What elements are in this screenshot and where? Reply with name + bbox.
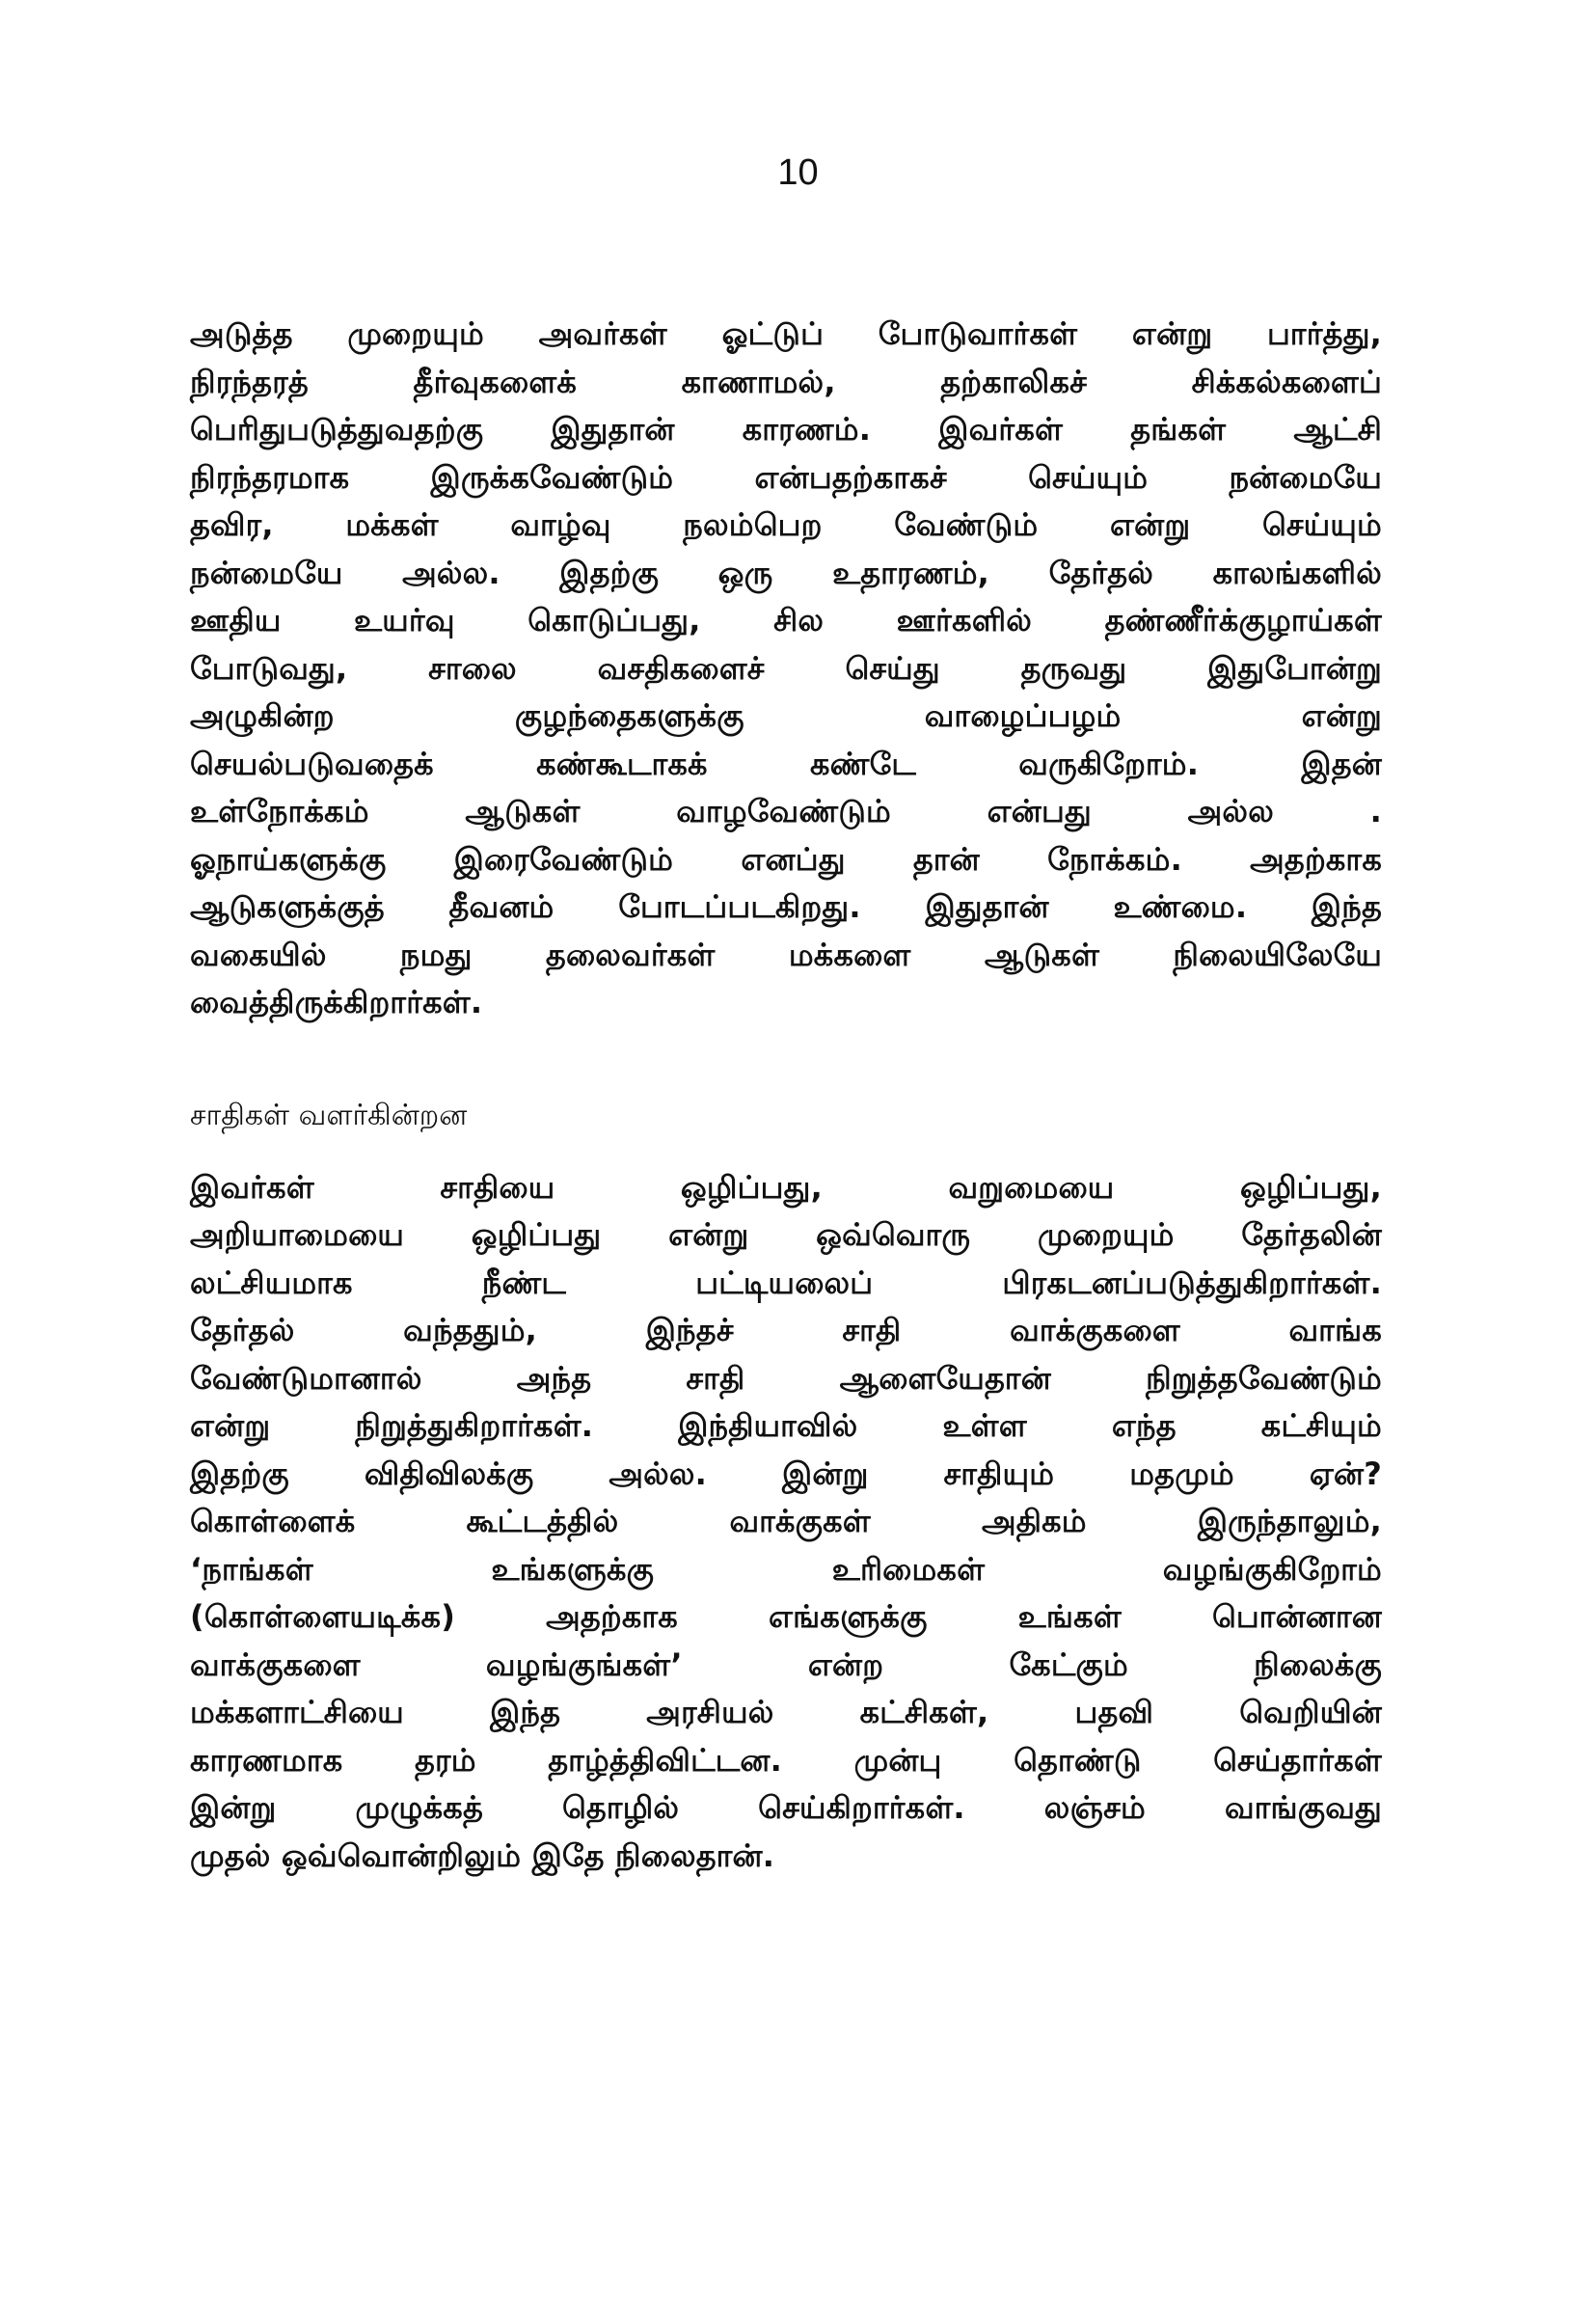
paragraph-2 <box>190 1164 1382 1881</box>
text-line: உள்நோக்கம் ஆடுகள் வாழவேண்டும் என்பது அல்ல . <box>190 793 1382 829</box>
text-line: பெரிதுபடுத்துவதற்கு இதுதான் காரணம். இவர்கள் தங்கள் ஆட்சி <box>190 411 1382 448</box>
text-line: என்று நிறுத்துகிறார்கள். இந்தியாவில் உள்ள எந்த கட்சியும் <box>190 1407 1382 1444</box>
text-line: நிரந்தரமாக இருக்கவேண்டும் என்பதற்காகச் செய்யும் நன்மையே <box>190 458 1382 496</box>
text-line: அடுத்த முறையும் அவர்கள் ஓட்டுப் போடுவார்கள் என்று பார்த்து, <box>190 315 1382 352</box>
text-line: ‘நாங்கள் உங்களுக்கு உரிமைகள் வழங்குகிறோம் <box>190 1550 1382 1588</box>
section-heading: சாதிகள் வளர்கின்றன <box>190 1098 468 1132</box>
page-number: 10 <box>777 152 819 193</box>
text-line: வாக்குகளை வழங்குங்கள்’ என்ற கேட்கும் நிலைக்கு <box>190 1645 1382 1683</box>
text-line: செயல்படுவதைக் கண்கூடாகக் கண்டே வருகிறோம். இதன் <box>190 745 1382 782</box>
text-line: தவிர, மக்கள் வாழ்வு நலம்பெற வேண்டும் என்று செய்யும் <box>190 506 1382 543</box>
text-line: இவர்கள் சாதியை ஒழிப்பது, வறுமையை ஒழிப்பது, <box>190 1168 1382 1206</box>
text-line: நன்மையே அல்ல. இதற்கு ஒரு உதாரணம், தேர்தல் காலங்களில் <box>190 554 1382 591</box>
text-line: முதல் ஒவ்வொன்றிலும் இதே நிலைதான். <box>190 1836 775 1874</box>
text-line: வைத்திருக்கிறார்கள். <box>190 984 483 1020</box>
text-line: வகையில் நமது தலைவர்கள் மக்களை ஆடுகள் நிலையிலேயே <box>190 936 1382 973</box>
text-line: நிரந்தரத் தீர்வுகளைக் காணாமல், தற்காலிகச் சிக்கல்களைப் <box>190 363 1382 400</box>
text-line: அறியாமையை ஒழிப்பது என்று ஒவ்வொரு முறையும் தேர்தலின் <box>190 1216 1382 1253</box>
text-line: மக்களாட்சியை இந்த அரசியல் கட்சிகள், பதவி வெறியின் <box>190 1694 1382 1730</box>
text-line: அழுகின்ற குழந்தைகளுக்கு வாழைப்பழம் என்று <box>190 697 1382 734</box>
page-body <box>190 311 1382 1880</box>
text-line: போடுவது, சாலை வசதிகளைச் செய்து தருவது இதுபோன்று <box>190 649 1382 687</box>
text-line: (கொள்ளையடிக்க) அதற்காக எங்களுக்கு உங்கள் பொன்னான <box>190 1598 1382 1635</box>
text-line: லட்சியமாக நீண்ட பட்டியலைப் பிரகடனப்படுத்துகிறார்கள். <box>190 1264 1382 1301</box>
text-line: ஓநாய்களுக்கு இரைவேண்டும் எனப்து தான் நோக்கம். அதற்காக <box>190 840 1382 878</box>
text-line: வேண்டுமானால் அந்த சாதி ஆளையேதான் நிறுத்தவேண்டும் <box>190 1359 1382 1397</box>
text-line: காரணமாக தரம் தாழ்த்திவிட்டன. முன்பு தொண்டு செய்தார்கள் <box>190 1741 1382 1779</box>
text-line: இதற்கு விதிவிலக்கு அல்ல. இன்று சாதியும் மதமும் ஏன்? <box>190 1455 1382 1492</box>
text-line: தேர்தல் வந்ததும், இந்தச் சாதி வாக்குகளை வாங்க <box>190 1312 1382 1348</box>
text-line: இன்று முழுக்கத் தொழில் செய்கிறார்கள். லஞ்சம் வாங்குவது <box>190 1789 1382 1826</box>
text-line: ஆடுகளுக்குத் தீவனம் போடப்படகிறது. இதுதான் உண்மை. இந்த <box>190 888 1382 925</box>
text-line: கொள்ளைக் கூட்டத்தில் வாக்குகள் அதிகம் இருந்தாலும், <box>190 1503 1382 1539</box>
paragraph-1 <box>190 311 1382 1027</box>
text-line: ஊதிய உயர்வு கொடுப்பது, சில ஊர்களில் தண்ணீர்க்குழாய்கள் <box>190 602 1382 639</box>
